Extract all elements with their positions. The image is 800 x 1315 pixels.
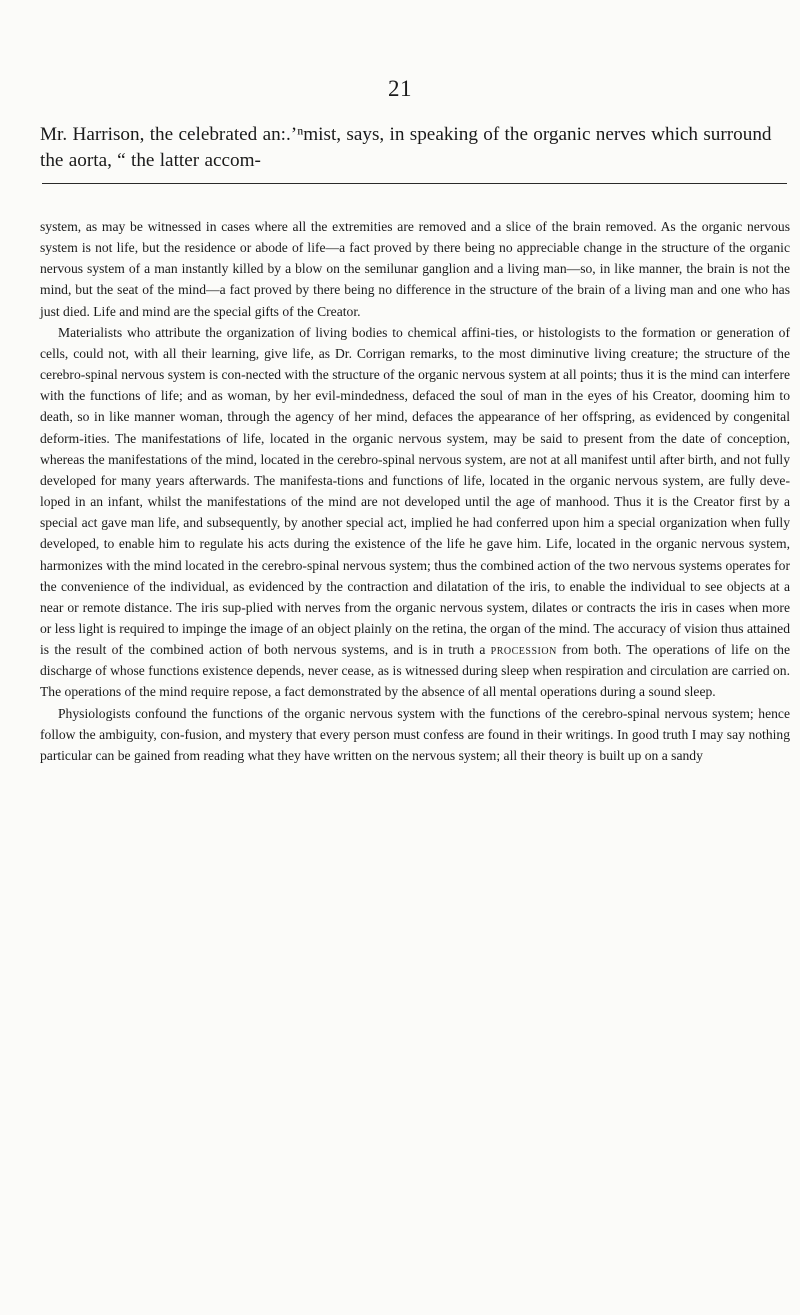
body-paragraph-2 bbox=[40, 322, 790, 703]
section-rule bbox=[42, 183, 787, 184]
body-paragraph-1: system, as may be witnessed in cases where all the extremities are removed and a slice of the brain removed. As the organic nervous system is not life, but the residence or abode of life—a fact proved by there being no appreciable change in the structure of the organic nervous system of a man instantly killed by a blow on the semilunar ganglion and a living man—so, in like manner, the brain is not the mind, but the seat of the mind—a fact proved by there being no difference in the structure of the brain of a living man and one who has just died. Life and mind are the special gifts of the Creator. bbox=[40, 219, 790, 319]
body-paragraph-2-tail: from both. The operations of life on the discharge of whose functions existence depends, never cease, as is witnessed during sleep when respiration and circulation are carried on. The operations of the mind require repose, a fact demonstrated by the absence of all mental operations during a sound sleep. bbox=[40, 642, 791, 700]
small-caps-word: procession bbox=[490, 642, 557, 658]
body-paragraph-3: Physiologists confound the functions of the organic nervous system with the functions of the cerebro-spinal nervous system; hence follow the ambiguity, con-fusion, and mystery that every person must confess are found in their writings. In good truth I may say nothing particular can be gained from reading what they have written on the nervous system; all their theory is built up on a sandy bbox=[40, 705, 790, 763]
page-number: 21 bbox=[388, 76, 412, 101]
intro-paragraph: Mr. Harrison, the celebrated an:.’ⁿmist, says, in speaking of the organic nerves which surround the aorta, “ the latter accom- bbox=[40, 124, 772, 171]
body-paragraph-2-text: Materialists who attribute the organization of living bodies to chemical affini-ties, or histologists to the formation or generation of cells, could not, with all their learning, give life, as Dr. Corrigan remarks, to the most diminutive living creature; the structure of the cerebro-spinal nervous system is con-nected with the structure of the organic nervous system at all points; thus it is the mind can interfere with the functions of life; and as woman, by her evil-mindedness, defaced the soul of man in the eyes of his Creator, dooming him to death, so in like manner woman, through the agency of her mind, defaces the appearance of her offspring, as evidenced by congenital deform-ities. The manifestations of life, located in the organic nervous system, may be said to present from the date of conception, whereas the manifestations of the mind, located in the cerebro-spinal nervous system, are not at all manifest until after birth, and not fully developed for many years afterwards. The manifesta-tions and functions of life, located in the organic nervous system, are fully deve-loped in an infant, whilst the manifestations of the mind are not developed until the age of manhood. Thus it is the Creator first by a special act gave man life, and subsequently, by another special act, implied he had conferred upon him a special organization when fully developed, to enable him to regulate his acts during the existence of the life he gave him. Life, located in the organic nervous system, harmonizes with the mind located in the cerebro-spinal nervous system; thus the combined action of the two nervous systems operates for the convenience of the individual, as evidenced by the contraction and dilatation of the iris, to enable the individual to see objects at a near or remote distance. The iris sup-plied with nerves from the organic nervous system, dilates or contracts the iris in cases when more or less light is required to impinge the image of an object plainly on the retina, the organ of the mind. The accuracy of vision thus attained is the result of the combined action of both nervous systems, and is in truth a bbox=[40, 324, 790, 658]
body-text bbox=[40, 216, 790, 766]
